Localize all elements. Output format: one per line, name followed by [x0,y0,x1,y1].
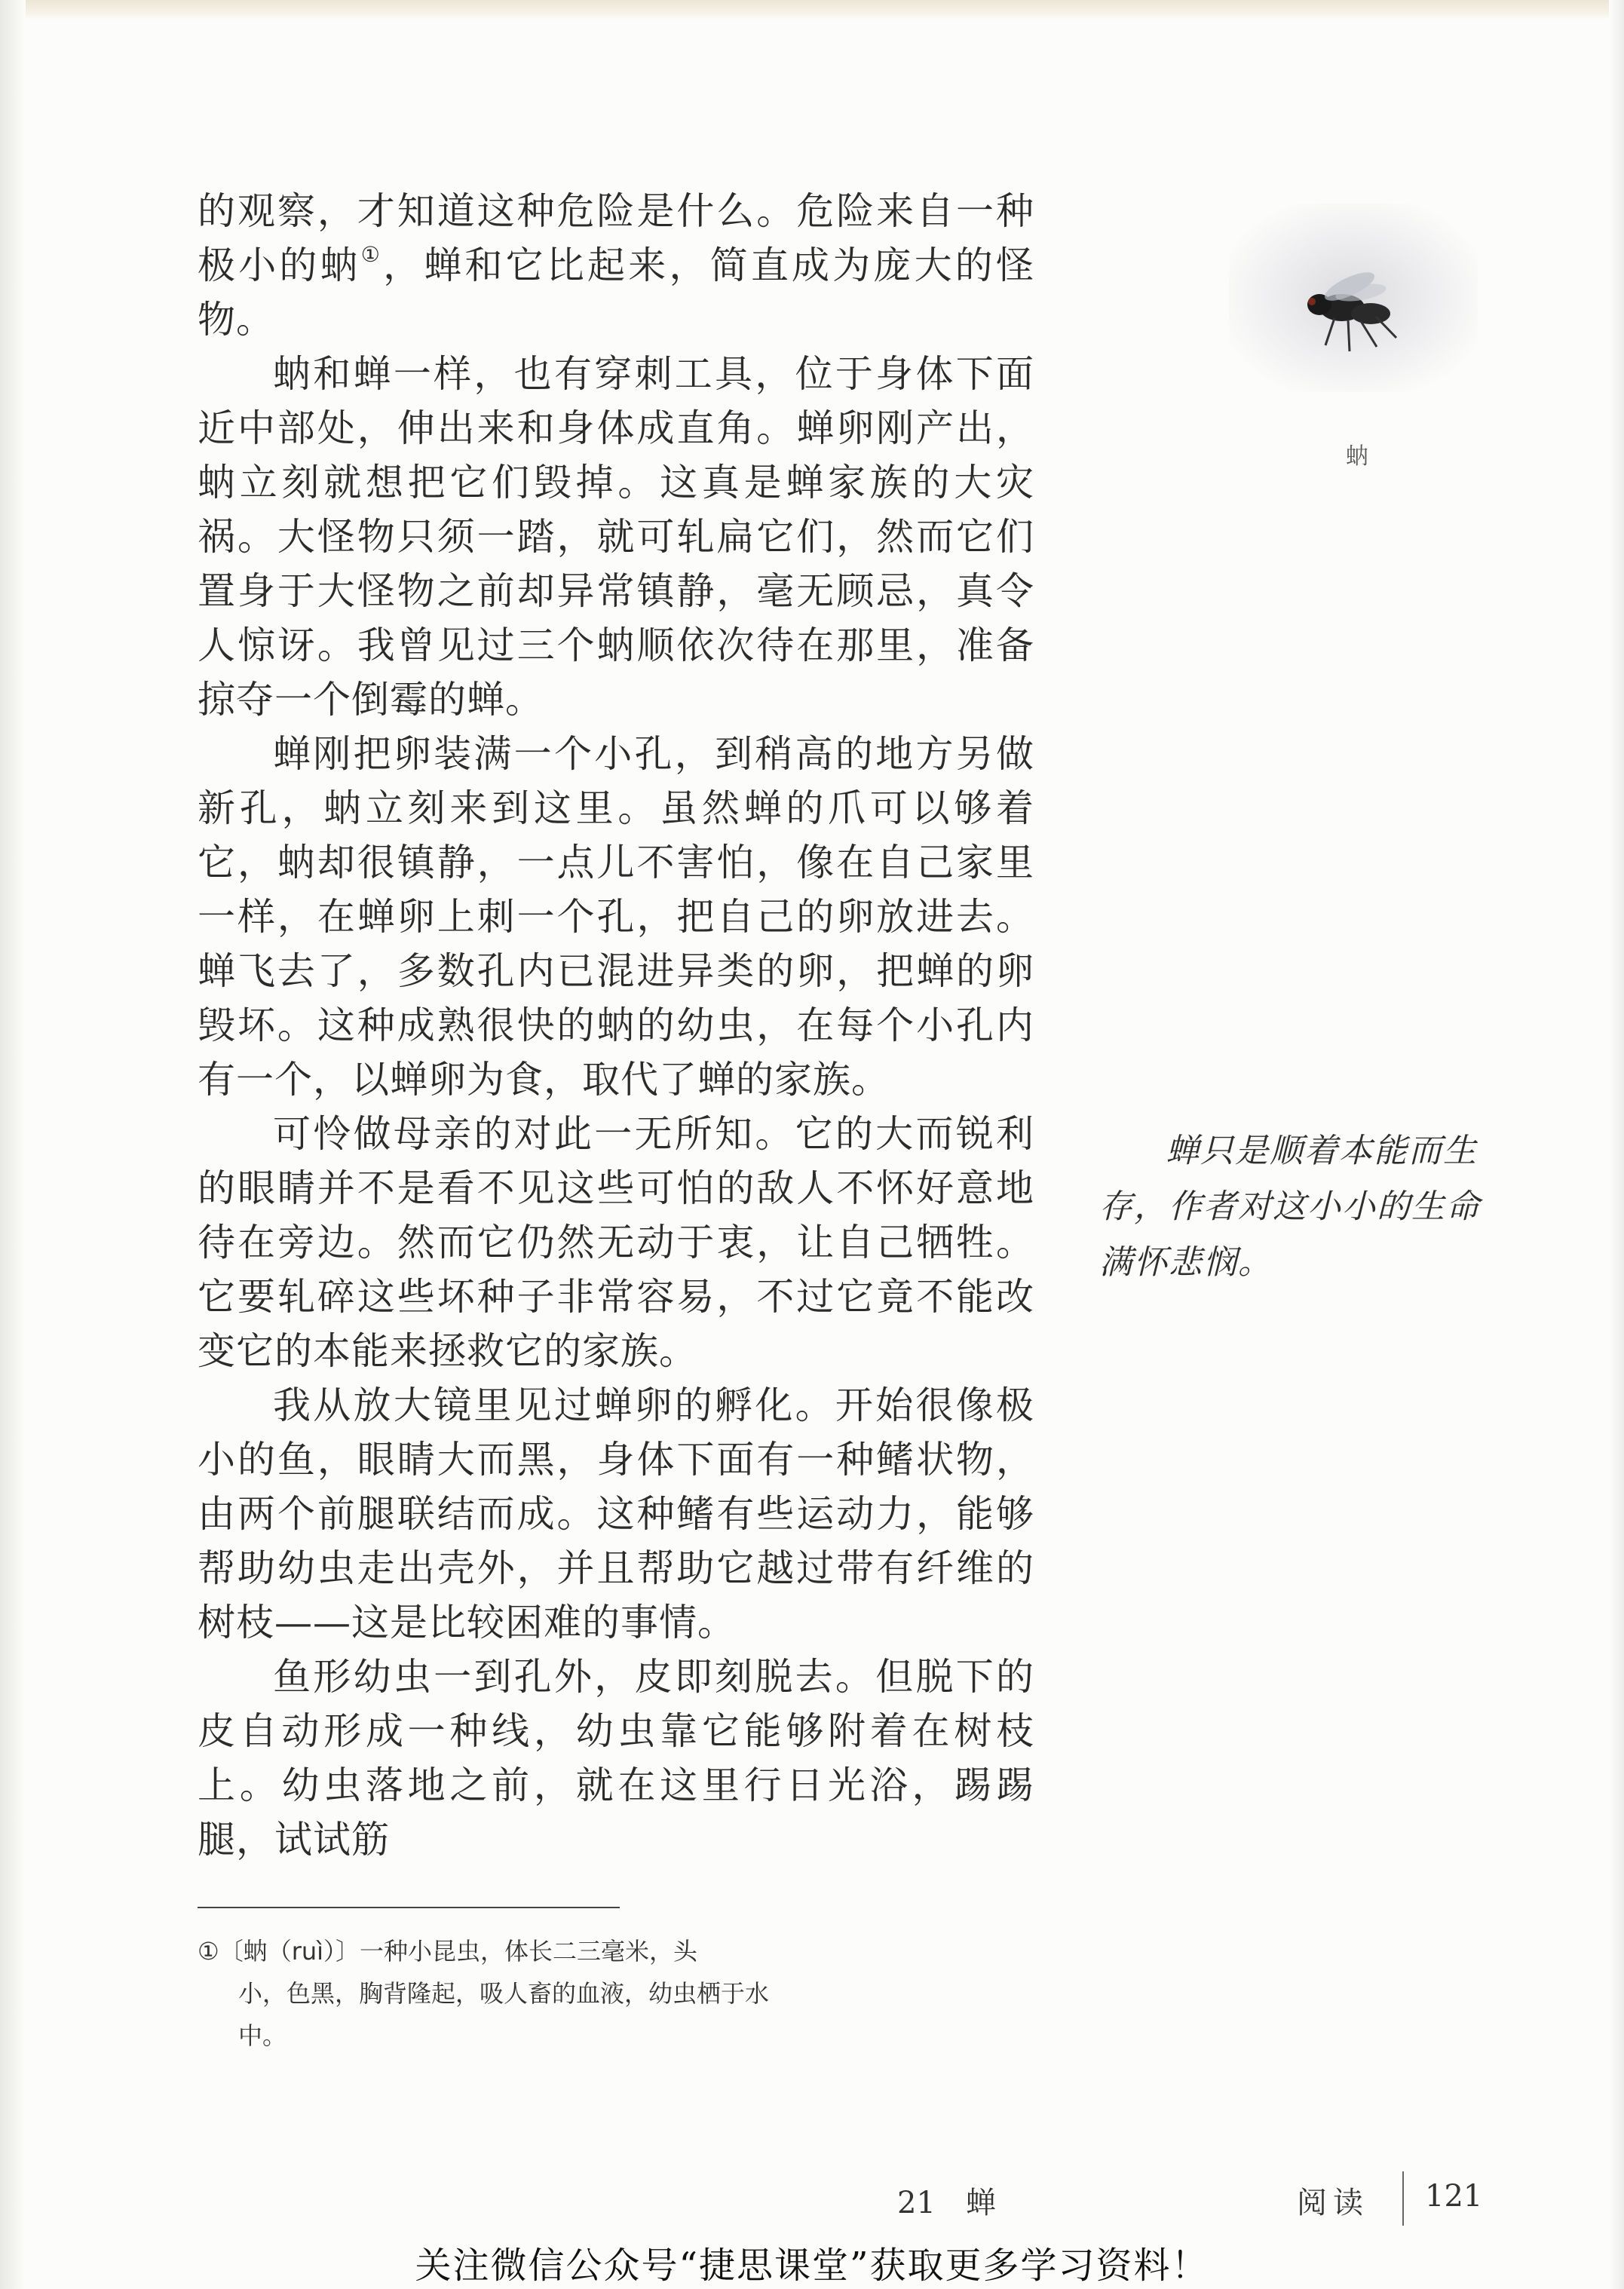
footnote-divider [198,1907,620,1908]
paragraph-2: 蚋和蝉一样，也有穿刺工具，位于身体下面近中部处，伸出来和身体成直角。蝉卵刚产出，蚋立刻就想把它们毁掉。这真是蝉家族的大灾祸。大怪物只须一踏，就可轧扁它们，然而它们置身于大怪物之前却异常镇静，毫无顾忌，真令人惊讶。我曾见过三个蚋顺依次待在那里，准备掠夺一个倒霉的蝉。 [198,352,1034,722]
gnat-photo [1229,204,1478,392]
scan-right-edge [1609,0,1624,2289]
paragraph-3: 蝉刚把卵装满一个小孔，到稍高的地方另做新孔，蚋立刻来到这里。虽然蝉的爪可以够着它，蚋却很镇静，一点儿不害怕，像在自己家里一样，在蝉卵上刺一个孔，把自己的卵放进去。蝉飞去了，多数孔内已混进异类的卵，把蝉的卵毁坏。这种成熟很快的蚋的幼虫，在每个小孔内有一个，以蝉卵为食，取代了蝉的家族。 [198,732,1034,1102]
footnote [198,1930,816,2057]
footnote-ref[interactable]: ① [360,242,384,267]
photo-caption: 蚋 [1346,443,1368,470]
margin-note [1099,1123,1484,1291]
footer-section-label: 阅读 [1297,2186,1369,2220]
scan-left-edge [0,0,26,2289]
footnote-line-1: ①〔蚋（ruì）〕一种小昆虫，体长二三毫米，头 [198,1937,698,1966]
main-text-column [198,184,1034,1867]
paragraph-5: 我从放大镜里见过蝉卵的孵化。开始很像极小的鱼，眼睛大而黑，身体下面有一种鳍状物，由两个前腿联结而成。这种鳍有些运动力，能够帮助幼虫走出壳外，并且帮助它越过带有纤维的树枝——这是比较困难的事情。 [198,1384,1034,1644]
paragraph-1-text-b: ，蝉和它比起来，简直成为庞大的怪物。 [198,244,1034,342]
margin-note-text: 蝉只是顺着本能而生存，作者对这小小的生命满怀悲悯。 [1099,1132,1481,1282]
paragraph-1-text-a: 的观察，才知道这种危险是什么。危险来自一种极小的蚋 [198,189,1034,287]
promo-banner: 关注微信公众号“捷思课堂”获取更多学习资料！ [415,2245,1209,2287]
footer-chapter-title: 21 蝉 [897,2186,996,2220]
footer-divider [1402,2171,1404,2226]
page-number: 121 [1425,2179,1483,2214]
gnat-icon [1229,204,1478,392]
footnote-continuation: 小，色黑，胸背隆起，吸人畜的血液，幼虫栖于水中。 [238,1979,770,2050]
scan-top-edge [0,0,1624,20]
paragraph-6: 鱼形幼虫一到孔外，皮即刻脱去。但脱下的皮自动形成一种线，幼虫靠它能够附着在树枝上。幼虫落地之前，就在这里行日光浴，踢踢腿，试试筋 [198,1655,1034,1862]
paragraph-1 [198,184,1034,347]
paragraph-4: 可怜做母亲的对此一无所知。它的大而锐利的眼睛并不是看不见这些可怕的敌人不怀好意地待在旁边。然而它仍然无动于衷，让自己牺牲。它要轧碎这些坏种子非常容易，不过它竟不能改变它的本能来拯救它的家族。 [198,1112,1034,1373]
